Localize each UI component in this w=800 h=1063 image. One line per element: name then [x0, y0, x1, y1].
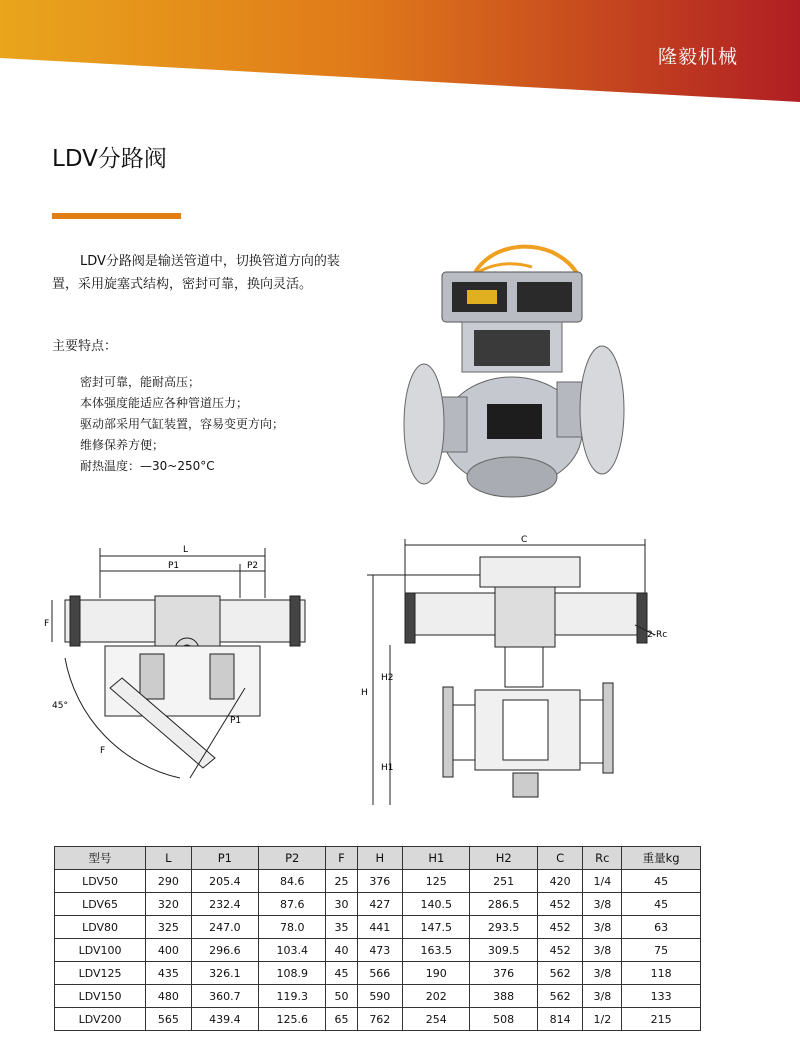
- table-cell: 441: [357, 916, 403, 939]
- valve-drawing-top-view: [40, 538, 340, 800]
- table-cell: 205.4: [191, 870, 258, 893]
- table-header-row: [55, 847, 701, 870]
- table-cell: 420: [537, 870, 583, 893]
- table-cell: 232.4: [191, 893, 258, 916]
- table-cell: LDV50: [55, 870, 146, 893]
- dim-label-H2: H2: [381, 673, 394, 683]
- table-cell: 562: [537, 962, 583, 985]
- table-cell: 286.5: [470, 893, 537, 916]
- dim-label-C: C: [521, 535, 528, 545]
- table-cell: 566: [357, 962, 403, 985]
- dim-label-F-diagonal: F: [100, 746, 106, 756]
- dim-label-P2: P2: [247, 561, 259, 571]
- col-header-L: L: [146, 847, 192, 870]
- table-cell: 63: [622, 916, 701, 939]
- table-cell: 762: [357, 1008, 403, 1031]
- table-cell: LDV80: [55, 916, 146, 939]
- table-cell: 360.7: [191, 985, 258, 1008]
- table-cell: 452: [537, 916, 583, 939]
- table-cell: 3/8: [583, 962, 622, 985]
- spec-table: [54, 846, 701, 1031]
- table-cell: 103.4: [259, 939, 326, 962]
- dim-label-Rc: 2-Rc: [647, 630, 668, 640]
- table-cell: LDV100: [55, 939, 146, 962]
- table-cell: 125.6: [259, 1008, 326, 1031]
- col-header-H2: H2: [470, 847, 537, 870]
- table-row: [55, 985, 701, 1008]
- col-header-H: H: [357, 847, 403, 870]
- table-cell: 565: [146, 1008, 192, 1031]
- features-heading: 主要特点：: [52, 339, 118, 354]
- valve-product-photo: [392, 232, 632, 502]
- table-cell: 40: [326, 939, 357, 962]
- table-row: [55, 939, 701, 962]
- table-cell: 3/8: [583, 916, 622, 939]
- dim-label-angle: 45°: [52, 701, 68, 711]
- table-cell: 290: [146, 870, 192, 893]
- table-cell: 118: [622, 962, 701, 985]
- table-cell: 25: [326, 870, 357, 893]
- table-row: [55, 870, 701, 893]
- col-header-C: C: [537, 847, 583, 870]
- table-cell: 108.9: [259, 962, 326, 985]
- table-cell: 473: [357, 939, 403, 962]
- table-cell: 376: [470, 962, 537, 985]
- table-cell: 508: [470, 1008, 537, 1031]
- table-row: [55, 893, 701, 916]
- table-cell: 452: [537, 893, 583, 916]
- table-cell: 388: [470, 985, 537, 1008]
- table-cell: 814: [537, 1008, 583, 1031]
- valve-drawing-front-view: [355, 535, 675, 805]
- table-cell: 320: [146, 893, 192, 916]
- table-cell: 452: [537, 939, 583, 962]
- table-cell: 45: [622, 893, 701, 916]
- table-cell: 590: [357, 985, 403, 1008]
- dim-label-H1: H1: [381, 763, 394, 773]
- table-cell: 325: [146, 916, 192, 939]
- table-cell: 400: [146, 939, 192, 962]
- title-underline: [52, 213, 181, 219]
- table-cell: 45: [326, 962, 357, 985]
- table-cell: 190: [403, 962, 470, 985]
- col-header-H1: H1: [403, 847, 470, 870]
- table-cell: 3/8: [583, 939, 622, 962]
- feature-item: 本体强度能适应各种管道压力；: [80, 396, 249, 410]
- table-cell: 45: [622, 870, 701, 893]
- table-cell: 84.6: [259, 870, 326, 893]
- dim-label-L: L: [183, 545, 189, 555]
- table-cell: LDV200: [55, 1008, 146, 1031]
- table-cell: 202: [403, 985, 470, 1008]
- table-cell: LDV150: [55, 985, 146, 1008]
- table-cell: LDV65: [55, 893, 146, 916]
- feature-item: 驱动部采用气缸装置，容易变更方向；: [80, 417, 285, 431]
- table-cell: 87.6: [259, 893, 326, 916]
- features-list: [80, 372, 284, 477]
- table-cell: 439.4: [191, 1008, 258, 1031]
- table-row: [55, 1008, 701, 1031]
- table-cell: 247.0: [191, 916, 258, 939]
- feature-item: 耐热温度：—30~250°C: [80, 459, 215, 473]
- dim-label-H: H: [361, 688, 368, 698]
- table-cell: 119.3: [259, 985, 326, 1008]
- table-cell: 480: [146, 985, 192, 1008]
- table-cell: 376: [357, 870, 403, 893]
- dim-label-P1: P1: [168, 561, 180, 571]
- table-row: [55, 916, 701, 939]
- table-cell: 326.1: [191, 962, 258, 985]
- table-cell: 562: [537, 985, 583, 1008]
- table-cell: 133: [622, 985, 701, 1008]
- col-header-P2: P2: [259, 847, 326, 870]
- col-header-model: 型号: [55, 847, 146, 870]
- table-cell: 435: [146, 962, 192, 985]
- col-header-weight: 重量kg: [622, 847, 701, 870]
- dim-label-F: F: [44, 619, 50, 629]
- table-cell: 147.5: [403, 916, 470, 939]
- table-cell: 427: [357, 893, 403, 916]
- col-header-F: F: [326, 847, 357, 870]
- table-cell: 254: [403, 1008, 470, 1031]
- table-cell: 251: [470, 870, 537, 893]
- table-cell: 3/8: [583, 985, 622, 1008]
- table-cell: 163.5: [403, 939, 470, 962]
- col-header-P1: P1: [191, 847, 258, 870]
- table-cell: 50: [326, 985, 357, 1008]
- table-cell: 3/8: [583, 893, 622, 916]
- table-cell: 309.5: [470, 939, 537, 962]
- intro-paragraph: LDV分路阀是输送管道中，切换管道方向的装置，采用旋塞式结构，密封可靠，换向灵活。: [52, 254, 340, 292]
- table-cell: 1/2: [583, 1008, 622, 1031]
- table-cell: 293.5: [470, 916, 537, 939]
- feature-item: 密封可靠，能耐高压；: [80, 375, 201, 389]
- table-cell: 1/4: [583, 870, 622, 893]
- table-cell: 125: [403, 870, 470, 893]
- table-cell: 75: [622, 939, 701, 962]
- dim-label-P1-diagonal: P1: [230, 716, 242, 726]
- table-cell: 30: [326, 893, 357, 916]
- table-body: [55, 870, 701, 1031]
- table-cell: 65: [326, 1008, 357, 1031]
- table-cell: 78.0: [259, 916, 326, 939]
- page-title: LDV分路阀: [52, 146, 167, 172]
- brand-name: 隆毅机械: [658, 46, 739, 68]
- table-cell: 140.5: [403, 893, 470, 916]
- feature-item: 维修保养方便；: [80, 438, 165, 452]
- table-cell: 215: [622, 1008, 701, 1031]
- table-cell: LDV125: [55, 962, 146, 985]
- table-row: [55, 962, 701, 985]
- col-header-Rc: Rc: [583, 847, 622, 870]
- table-cell: 296.6: [191, 939, 258, 962]
- table-cell: 35: [326, 916, 357, 939]
